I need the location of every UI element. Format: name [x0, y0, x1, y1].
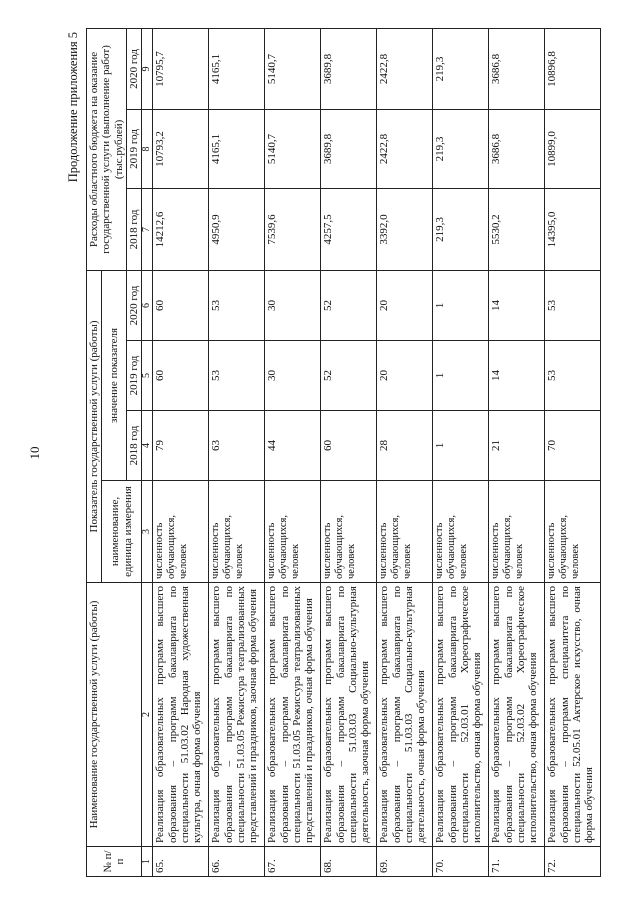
header-indicator-name: наименование, единица измерения — [102, 481, 142, 583]
column-index: 9 — [142, 28, 153, 109]
budget-2020: 10896,8 — [545, 28, 601, 109]
column-index: 2 — [142, 583, 153, 847]
row-number: 71. — [489, 847, 545, 877]
indicator-unit: численность обучающихся, человек — [545, 481, 601, 583]
row-number: 67. — [265, 847, 321, 877]
service-name: Реализация образовательных программ высшего образования – программ бакалавриата по специальности 51.03.02 Народная художественная культура, очная форма обучения — [153, 583, 209, 847]
row-number: 65. — [153, 847, 209, 877]
row-number: 68. — [321, 847, 377, 877]
value-2018: 21 — [489, 411, 545, 481]
header-indicator-values: значение показателя — [102, 270, 127, 480]
header-service-name: Наименование государственной услуги (работы) — [87, 583, 142, 847]
column-index: 3 — [142, 481, 153, 583]
header-no: № п/п — [87, 847, 142, 877]
column-index: 7 — [142, 188, 153, 270]
table-row — [265, 28, 321, 876]
row-number: 72. — [545, 847, 601, 877]
table-row — [433, 28, 489, 876]
value-2018: 79 — [153, 411, 209, 481]
service-name: Реализация образовательных программ высшего образования – программ бакалавриата по специальности 52.03.01 Хореографическое исполнительство, очная форма обучения — [433, 583, 489, 847]
budget-2020: 10795,7 — [153, 28, 209, 109]
value-2018: 1 — [433, 411, 489, 481]
header-year: 2020 год — [126, 270, 141, 340]
budget-2019: 219,3 — [433, 109, 489, 188]
table-row — [209, 28, 265, 876]
budget-2019: 10899,0 — [545, 109, 601, 188]
budget-2019: 3689,8 — [321, 109, 377, 188]
header-indicator-group: Показатель государственной услуги (работы) — [87, 270, 102, 582]
value-2020: 52 — [321, 270, 377, 340]
value-2020: 53 — [209, 270, 265, 340]
budget-2019: 10793,2 — [153, 109, 209, 188]
budget-2018: 7539,6 — [265, 188, 321, 270]
table-row — [377, 28, 433, 876]
page-number: 10 — [27, 446, 42, 460]
value-2019: 53 — [209, 341, 265, 411]
indicator-unit: численность обучающихся, человек — [153, 481, 209, 583]
table-row — [153, 28, 209, 876]
value-2020: 20 — [377, 270, 433, 340]
column-index: 6 — [142, 270, 153, 340]
value-2020: 60 — [153, 270, 209, 340]
services-table — [86, 28, 601, 877]
header-year: 2019 год — [126, 341, 141, 411]
indicator-unit: численность обучающихся, человек — [433, 481, 489, 583]
service-name: Реализация образовательных программ высшего образования – программ бакалавриата по специальности 51.03.03 Социально-культурная деятельность, заочная форма обучения — [321, 583, 377, 847]
value-2019: 60 — [153, 341, 209, 411]
header-year: 2018 год — [126, 411, 141, 481]
column-index: 8 — [142, 109, 153, 188]
budget-2019: 2422,8 — [377, 109, 433, 188]
indicator-unit: численность обучающихся, человек — [265, 481, 321, 583]
budget-2020: 219,3 — [433, 28, 489, 109]
budget-2019: 5140,7 — [265, 109, 321, 188]
service-name: Реализация образовательных программ высшего образования – программ бакалавриата по специальности 51.03.05 Режиссура театрализованных представлений и праздников, заочная форма обучения — [209, 583, 265, 847]
indicator-unit: численность обучающихся, человек — [209, 481, 265, 583]
value-2020: 30 — [265, 270, 321, 340]
header-year: 2018 год — [126, 188, 141, 270]
value-2019: 20 — [377, 341, 433, 411]
budget-2018: 14395,0 — [545, 188, 601, 270]
column-index: 1 — [142, 847, 153, 877]
value-2019: 30 — [265, 341, 321, 411]
budget-2020: 2422,8 — [377, 28, 433, 109]
budget-2019: 3686,8 — [489, 109, 545, 188]
value-2018: 60 — [321, 411, 377, 481]
indicator-unit: численность обучающихся, человек — [377, 481, 433, 583]
budget-2018: 5530,2 — [489, 188, 545, 270]
row-number: 70. — [433, 847, 489, 877]
value-2019: 53 — [545, 341, 601, 411]
budget-2018: 4257,5 — [321, 188, 377, 270]
column-index: 5 — [142, 341, 153, 411]
service-name: Реализация образовательных программ высшего образования – программ бакалавриата по специальности 51.03.03 Социально-культурная деятельность, очная форма обучения — [377, 583, 433, 847]
continuation-label: Продолжение приложения 5 — [66, 32, 80, 183]
budget-2018: 219,3 — [433, 188, 489, 270]
value-2018: 28 — [377, 411, 433, 481]
value-2020: 53 — [545, 270, 601, 340]
rotated-document — [60, 27, 630, 877]
value-2018: 70 — [545, 411, 601, 481]
service-name: Реализация образовательных программ высшего образования – программ бакалавриата по специальности 52.03.02 Хореографическое исполнительство, очная форма обучения — [489, 583, 545, 847]
value-2019: 14 — [489, 341, 545, 411]
table-body — [153, 28, 601, 876]
indicator-unit: численность обучающихся, человек — [489, 481, 545, 583]
budget-2020: 5140,7 — [265, 28, 321, 109]
table-row — [545, 28, 601, 876]
value-2018: 63 — [209, 411, 265, 481]
service-name: Реализация образовательных программ высшего образования – программ специалитета по специальности 52.05.01 Актерское искусство, очная форма обучения — [545, 583, 601, 847]
table-row — [321, 28, 377, 876]
budget-2018: 14212,6 — [153, 188, 209, 270]
value-2018: 44 — [265, 411, 321, 481]
table-row — [489, 28, 545, 876]
header-year: 2019 год — [126, 109, 141, 188]
indicator-unit: численность обучающихся, человек — [321, 481, 377, 583]
budget-2020: 4165,1 — [209, 28, 265, 109]
row-number: 69. — [377, 847, 433, 877]
value-2019: 52 — [321, 341, 377, 411]
budget-2020: 3686,8 — [489, 28, 545, 109]
service-name: Реализация образовательных программ высшего образования – программ бакалавриата по специальности 51.03.05 Режиссура театрализованных представлений и праздников, очная форма обучения — [265, 583, 321, 847]
header-year: 2020 год — [126, 28, 141, 109]
budget-2018: 3392,0 — [377, 188, 433, 270]
budget-2020: 3689,8 — [321, 28, 377, 109]
budget-2019: 4165,1 — [209, 109, 265, 188]
value-2019: 1 — [433, 341, 489, 411]
column-index: 4 — [142, 411, 153, 481]
header-budget-group: Расходы областного бюджета на оказание государственной услуги (выполнение работ) (тыс.рублей) — [87, 28, 127, 270]
value-2020: 14 — [489, 270, 545, 340]
row-number: 66. — [209, 847, 265, 877]
budget-2018: 4950,9 — [209, 188, 265, 270]
value-2020: 1 — [433, 270, 489, 340]
